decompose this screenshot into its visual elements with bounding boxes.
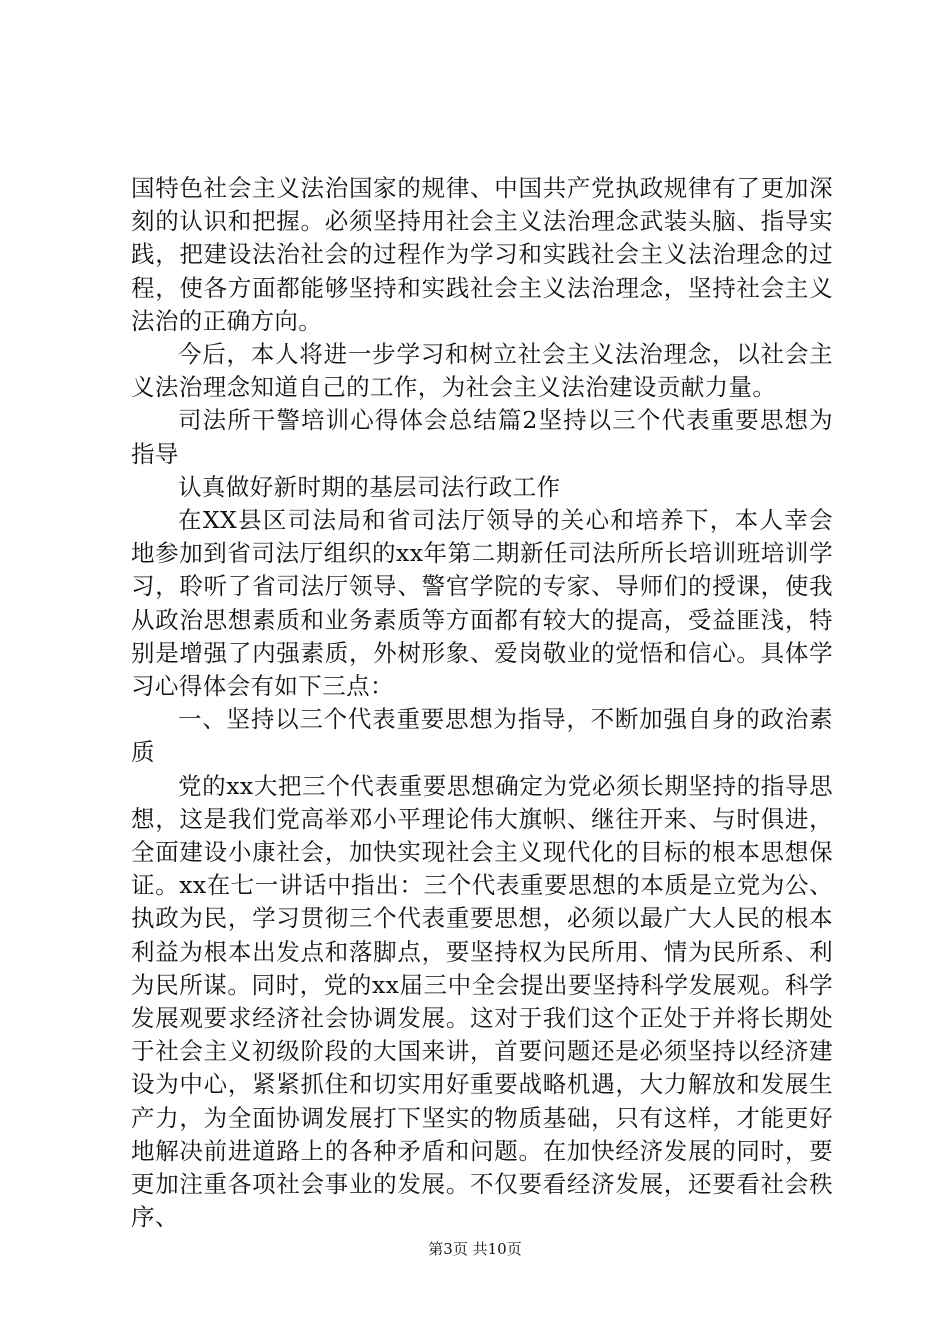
- subheading: 认真做好新时期的基层司法行政工作: [178, 472, 561, 501]
- point-heading: 一、坚持以三个代表重要思想为指导，不断加强自身的政治素质: [131, 705, 833, 767]
- paragraph: 党的xx大把三个代表重要思想确定为党必须长期坚持的指导思想，这是我们党高举邓小平理论伟大旗帜、继往开来、与时俱进，全面建设小康社会，加快实现社会主义现代化的目标的根本思想保证。xx在七一讲话中指出：三个代表重要思想的本质是立党为公、执政为民，学习贯彻三个代表重要思想，必须以最广大人民的根本利益为根本出发点和落脚点，要坚持权为民所用、情为民所系、利为民所谋。同时，党的xx届三中全会提出要坚持科学发展观。科学发展观要求经济社会协调发展。这对于我们这个正处于并将长期处于社会主义初级阶段的大国来讲，首要问题还是必须坚持以经济建设为中心，紧紧抓住和切实用好重要战略机遇，大力解放和发展生产力，为全面协调发展打下坚实的物质基础，只有这样，才能更好地解决前进道路上的各种矛盾和问题。在加快经济发展的同时，要更加注重各项社会事业的发展。不仅要看经济发展，还要看社会秩序、: [131, 771, 833, 1232]
- paragraph: 国特色社会主义法治国家的规律、中国共产党执政规律有了更加深刻的认识和把握。必须坚持用社会主义法治理念武装头脑、指导实践，把建设法治社会的过程作为学习和实践社会主义法治理念的过程，使各方面都能够坚持和实践社会主义法治理念，坚持社会主义法治的正确方向。: [131, 174, 833, 335]
- paragraph: 今后，本人将进一步学习和树立社会主义法治理念，以社会主义法治理念知道自己的工作，为社会主义法治建设贡献力量。: [131, 340, 833, 402]
- page-footer: 第3页 共10页: [428, 1240, 522, 1258]
- section-heading: 司法所干警培训心得体会总结篇2坚持以三个代表重要思想为指导: [131, 406, 833, 468]
- document-body: [131, 172, 833, 1235]
- paragraph: 在XX县区司法局和省司法厅领导的关心和培养下，本人幸会地参加到省司法厅组织的xx年第二期新任司法所所长培训班培训学习，聆听了省司法厅领导、警官学院的专家、导师们的授课，使我从政治思想素质和业务素质等方面都有较大的提高，受益匪浅，特别是增强了内强素质，外树形象、爱岗敬业的觉悟和信心。具体学习心得体会有如下三点：: [131, 506, 833, 701]
